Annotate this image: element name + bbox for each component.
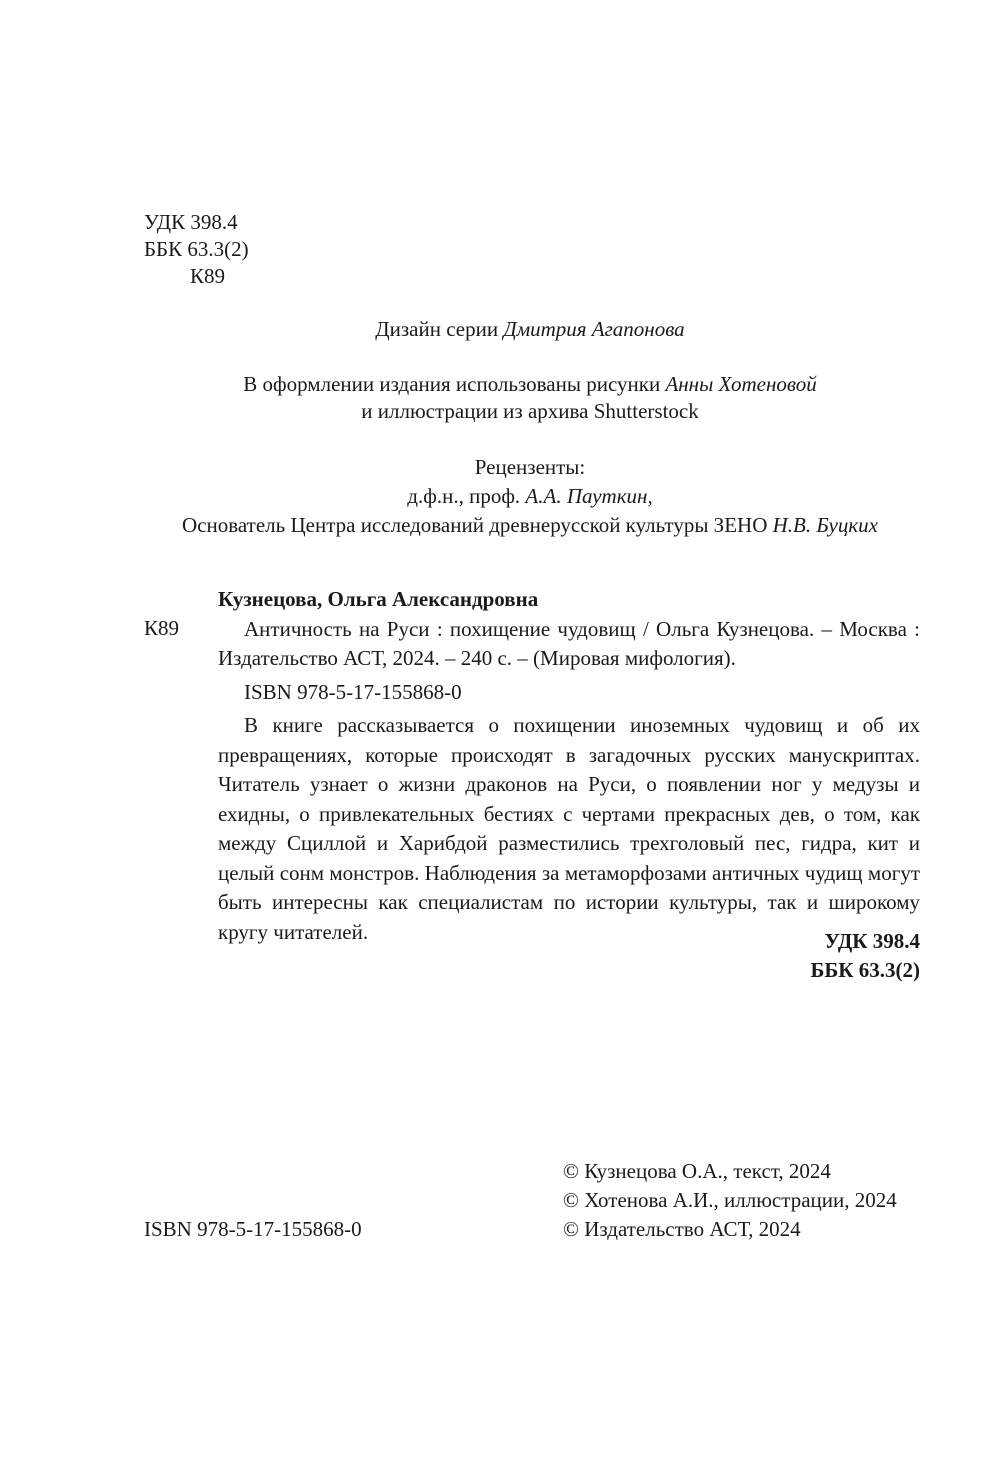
catalog-isbn: ISBN 978-5-17-155868-0 — [244, 680, 462, 704]
designer-name: Дмитрия Агапонова — [503, 317, 685, 341]
copyright-publisher: © Издательство АСТ, 2024 — [563, 1217, 801, 1241]
author-mark: К89 — [190, 264, 226, 288]
copyright-notices — [563, 1157, 897, 1244]
design-credit-label: Дизайн серии — [375, 317, 504, 341]
illustrator-name: Анны Хотеновой — [665, 372, 817, 396]
bbk-code: ББК 63.3(2) — [144, 237, 249, 261]
bbk-code-bold: ББК 63.3(2) — [810, 958, 920, 982]
copyright-illustrations: © Хотенова А.И., иллюстрации, 2024 — [563, 1188, 897, 1212]
reviewer2-name: Н.В. Буцких — [772, 513, 878, 537]
classification-codes — [811, 927, 920, 985]
catalog-code: К89 — [144, 616, 180, 640]
illustrations-credit — [0, 371, 1000, 425]
reviewer2-title: Основатель Центра исследований древнерусской культуры ЗЕНО — [182, 513, 773, 537]
copyright-text: © Кузнецова О.А., текст, 2024 — [563, 1159, 831, 1183]
bibliographic-entry: Античность на Руси : похищение чудовищ / Ольга Кузнецова. – Москва : Издательство АСТ, 2024. – 240 с. – (Мировая мифология). — [218, 617, 920, 670]
illustrations-credit-label: В оформлении издания использованы рисунки — [243, 372, 666, 396]
illustrations-source: и иллюстрации из архива Shutterstock — [361, 399, 699, 423]
udk-code: УДК 398.4 — [144, 210, 238, 234]
reviewer1-name: А.А. Пауткин, — [525, 484, 653, 508]
series-design-credit — [0, 316, 1000, 343]
header-classification-codes — [144, 209, 249, 290]
catalog-author: Кузнецова, Ольга Александровна — [218, 587, 539, 611]
udk-code-bold: УДК 398.4 — [824, 929, 920, 953]
reviewer1-title: д.ф.н., проф. — [407, 484, 526, 508]
book-annotation: В книге рассказывается о похищении иноземных чудовищ и об их превращениях, которые происходят в загадочных русских манускриптах. Читатель узнает о жизни драконов на Руси, о появлении ног у медузы и ехидны, о привлекательных бестиях с чертами прекрасных дев, о том, как между Сциллой и Харибдой разместились трехголовый пес, гидра, кит и целый сонм монстров. Наблюдения за метаморфозами античных чудищ могут быть интересны как специалистам по истории культуры, так и широкому кругу читателей. — [218, 713, 920, 944]
reviewers-section — [0, 453, 1000, 540]
reviewers-title: Рецензенты: — [474, 455, 586, 479]
footer-isbn: ISBN 978-5-17-155868-0 — [144, 1217, 362, 1241]
